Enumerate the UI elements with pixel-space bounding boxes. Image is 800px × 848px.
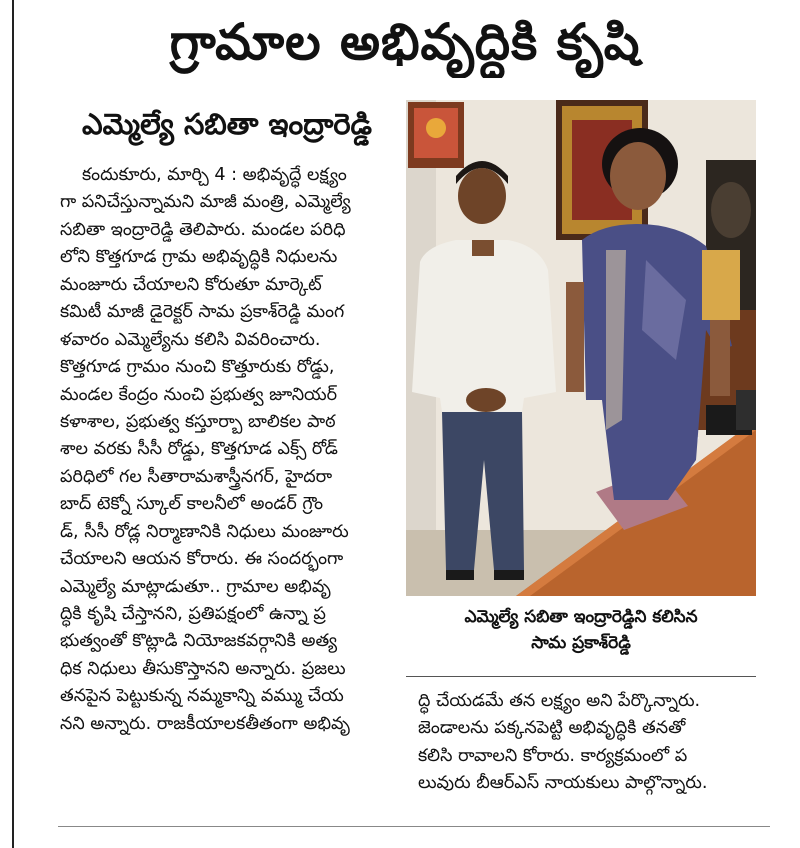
article-body-column-1 [60,162,396,738]
body-line: కొత్తగూడ గ్రామం నుంచి కొత్తూరుకు రోడ్డు, [60,357,335,378]
article-photo [406,100,756,596]
body-line: బాద్ టెక్నో స్కూల్ కాలనీలో అండర్ గ్రౌం [60,494,324,515]
body-line: ద్ధి చేయడమే తన లక్ష్యం అని పేర్కొన్నారు. [418,691,701,711]
body-line: కందుకూరు, మార్చి 4 : అభివృద్ధే లక్ష్యం [82,165,347,185]
body-line: మండల కేంద్రం నుంచి ప్రభుత్వ జూనియర్ [60,384,338,405]
body-line: పరిధిలో గల సీతారామశాస్త్రీనగర్, హైదరా [60,466,333,487]
body-line: జెండాలను పక్కనపెట్టి అభివృద్ధికి తనతో [418,718,686,739]
photo-illustration [406,100,756,596]
body-line: సబితా ఇంద్రారెడ్డి తెలిపారు. మండల పరిధి [60,219,346,240]
body-line: ళవారం ఎమ్మెల్యేను కలిసి వివరించారు. [60,329,321,350]
body-line: ద్ధికి కృషి చేస్తానని, ప్రతిపక్షంలో ఉన్నా ప్ర [60,604,326,624]
body-line: శాల వరకు సీసీ రోడ్డు, కొత్తగూడ ఎక్స్ రోడ్ [60,439,338,460]
body-line: కమిటీ మాజీ డైరెక్టర్ సామ ప్రకాశ్‌రెడ్డి మంగ [60,302,345,323]
photo-caption [406,596,756,676]
body-line: చేయాలని ఆయన కోరారు. ఈ సందర్భంగా [60,549,344,570]
article-body-column-2 [418,688,770,798]
caption-divider [406,676,756,677]
body-line: గా పనిచేస్తున్నామని మాజీ మంత్రి, ఎమ్మెల్యే [60,192,351,213]
body-line: ఎమ్మెల్యే మాట్లాడుతూ.. గ్రామాల అభివృ [60,576,331,597]
body-line: డ్, సీసీ రోడ్ల నిర్మాణానికి నిధులు మంజూరు [60,521,349,542]
body-line: ధిక నిధులు తీసుకొస్తానని అన్నారు. ప్రజలు [60,658,346,679]
body-line: మంజూరు చేయాలని కోరుతూ మార్కెట్ [60,274,322,295]
body-line: కళాశాల, ప్రభుత్వ కస్తూర్బా బాలికల పాఠ [60,411,336,432]
body-line: తనపైన పెట్టుకున్న నమ్మకాన్ని వమ్ము చేయ [60,686,344,707]
body-line: లోని కొత్తగూడ గ్రామ అభివృద్ధికి నిధులను [60,247,338,268]
bottom-divider [58,826,770,827]
body-line: నని అన్నారు. రాజకీయాలకతీతంగా అభివృ [60,713,350,734]
body-line: భుత్వంతో కొట్లాడి నియోజకవర్గానికి అత్య [60,631,338,652]
caption-line-1: ఎమ్మెల్యే సబితా ఇంద్రారెడ్డిని కలిసిన [464,607,698,627]
headline: గ్రామాల అభివృద్ధికి కృషి [169,13,641,71]
caption-line-2: సామ ప్రకాశ్‌రెడ్డి [531,633,631,653]
subheadline: ఎమ్మెల్యే సబితా ఇంద్రారెడ్డి [81,107,373,141]
page-border-left [12,0,14,848]
body-line: కలిసి రావాలని కోరారు. కార్యక్రమంలో ప [418,745,688,766]
body-line: లువురు బీఆర్‌ఎస్ నాయకులు పాల్గొన్నారు. [418,773,708,794]
